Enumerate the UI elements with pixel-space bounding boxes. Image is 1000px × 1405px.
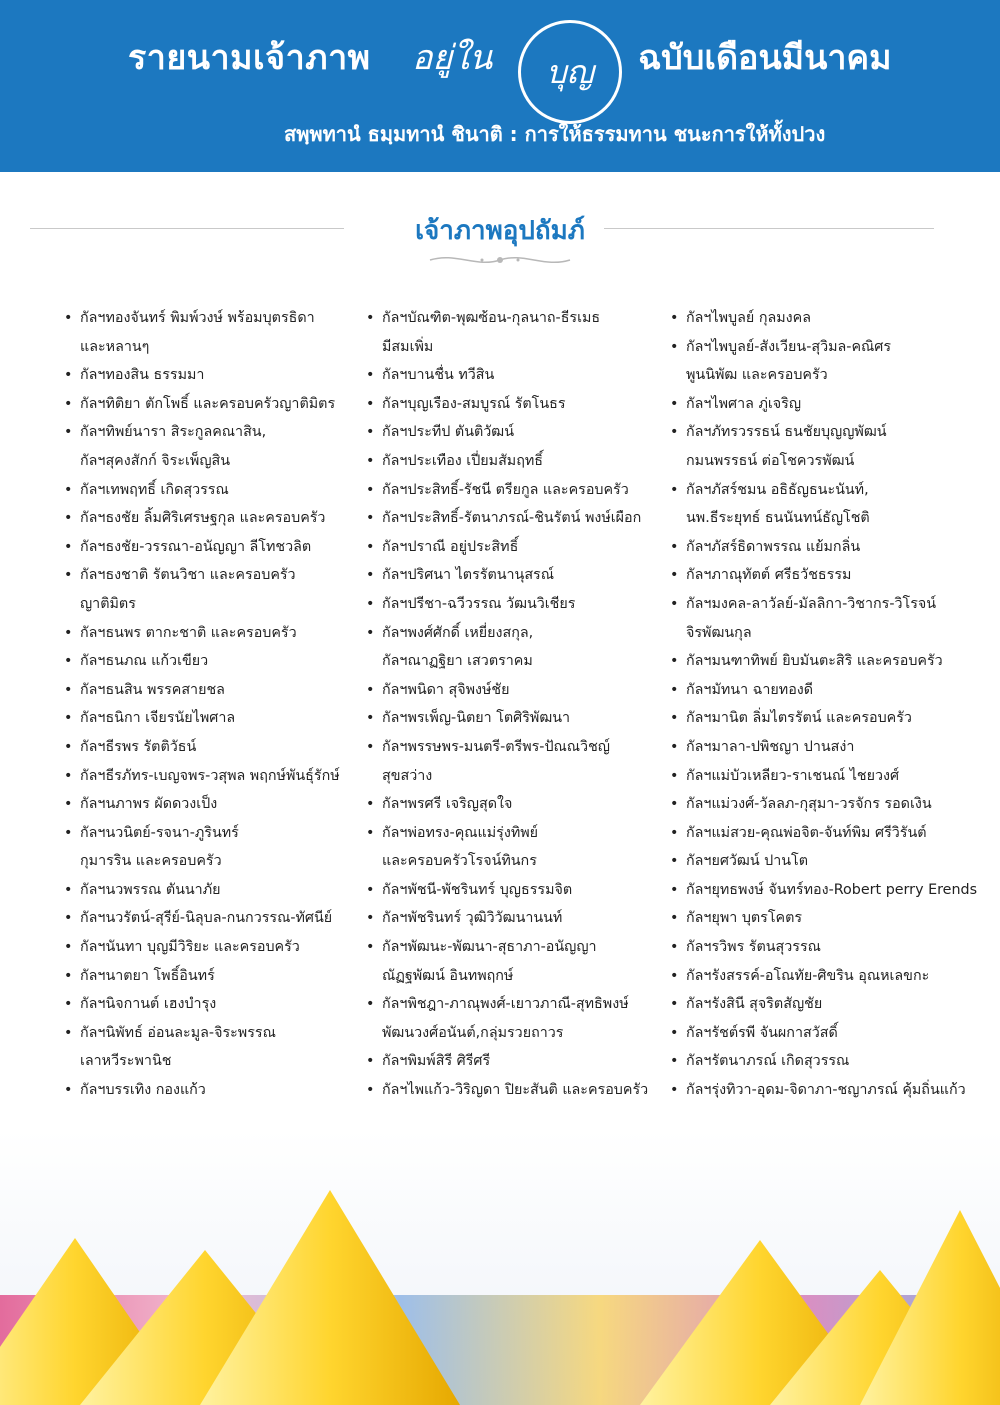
logo-circle-text: บุญ — [546, 53, 594, 91]
sponsor-item: • กัลฯธนพร ตากะชาติ และครอบครัว — [64, 619, 364, 648]
sponsor-item: • กัลฯธงชาติ รัตนวิชา และครอบครัว ญาติมิตร — [64, 561, 364, 618]
sponsor-item: • กัลฯภัสร์ชมน อธิธัญธนะนันท์, นพ.ธีระยุทธ์ ธนนันทน์ธัญโชติ — [670, 476, 980, 533]
sponsor-item: • กัลฯนวรัตน์-สุรีย์-นิลุบล-กนกวรรณ-ทัศนีย์ — [64, 904, 364, 933]
sponsor-item: • กัลฯพรเพ็ญ-นิตยา โตศิริพัฒนา — [366, 704, 666, 733]
sponsor-item: • กัลฯนันทา บุญมีวิริยะ และครอบครัว — [64, 933, 364, 962]
sponsor-item: • กัลฯนิพัทธ์ อ่อนละมูล-จิระพรรณ เลาหวีระพานิช — [64, 1019, 364, 1076]
ornament-icon — [426, 250, 574, 270]
sponsor-item: • กัลฯรัตนาภรณ์ เกิดสุวรรณ — [670, 1047, 980, 1076]
sponsor-item: • กัลฯไพบูลย์ กุลมงคล — [670, 304, 980, 333]
sponsor-item: • กัลฯประเทือง เปี่ยมสัมฤทธิ์ — [366, 447, 666, 476]
sponsor-item: • กัลฯธนิกา เจียรนัยไพศาล — [64, 704, 364, 733]
sponsor-item: • กัลฯพัชนี-พัชรินทร์ บุญธรรมจิต — [366, 876, 666, 905]
sponsor-item: • กัลฯธงชัย-วรรณา-อนัญญา ลีโทชวลิต — [64, 533, 364, 562]
sponsor-item: • กัลฯนวนิตย์-รจนา-ภูรินทร์ กุมารริน และครอบครัว — [64, 819, 364, 876]
sponsor-item: • กัลฯนาตยา โพธิ์อินทร์ — [64, 962, 364, 991]
sponsor-item: • กัลฯทิพย์นารา สิระกูลคณาสิน, กัลฯสุคงสักก์ จิระเพ็ญสิน — [64, 418, 364, 475]
sponsor-item: • กัลฯปราณี อยู่ประสิทธิ์ — [366, 533, 666, 562]
sponsor-item: • กัลฯไพบูลย์-สังเวียน-สุวิมล-คณิศร พูนนิพัฒ และครอบครัว — [670, 333, 980, 390]
sponsor-item: • กัลฯยุพา บุตรโคตร — [670, 904, 980, 933]
sponsor-item: • กัลฯประสิทธิ์-รัชนี ตรียกูล และครอบครัว — [366, 476, 666, 505]
sponsor-item: • กัลฯมานิต ลิ่มไตรรัตน์ และครอบครัว — [670, 704, 980, 733]
sponsor-column-2 — [366, 304, 666, 1105]
sponsor-item: • กัลฯนิจกานต์ เฮงบำรุง — [64, 990, 364, 1019]
header-subtitle: สพฺพทานํ ธมฺมทานํ ชินาติ : การให้ธรรมทาน ชนะการให้ทั้งปวง — [284, 122, 826, 146]
sponsor-item: • กัลฯพรศรี เจริญสุดใจ — [366, 790, 666, 819]
sponsor-item: • กัลฯบัณฑิต-พุฒซ้อน-กุลนาถ-ธีรเมธ มีสมเพิ่ม — [366, 304, 666, 361]
sponsor-item: • กัลฯธนภณ แก้วเขียว — [64, 647, 364, 676]
page-title: รายนามเจ้าภาพ — [128, 38, 371, 78]
sponsor-item: • กัลฯไพแก้ว-วิริญดา ปิยะสันติ และครอบครัว — [366, 1076, 666, 1105]
sponsor-item: • กัลฯพัชรินทร์ วุฒิวิวัฒนานนท์ — [366, 904, 666, 933]
sponsor-item: • กัลฯธีรพร รัตติวัธน์ — [64, 733, 364, 762]
logo-text: อยู่ใน — [412, 38, 493, 78]
sponsor-item: • กัลฯบานชื่น ทวีสิน — [366, 361, 666, 390]
sponsor-item: • กัลฯยศวัฒน์ ปานโต — [670, 847, 980, 876]
sponsor-item: • กัลฯพนิดา สุจิพงษ์ชัย — [366, 676, 666, 705]
sponsor-item: • กัลฯแม่สวย-คุณพ่อจิต-จันท์พิม ศรีวิรันต์ — [670, 819, 980, 848]
sponsor-item: • กัลฯพิมพ์สิรี ศิรีศรี — [366, 1047, 666, 1076]
sponsor-item: • กัลฯนภาพร ผัดดวงเป็ง — [64, 790, 364, 819]
sponsor-item: • กัลฯพงศ์ศักดิ์ เหยี่ยงสกุล, กัลฯณาฏฐิยา เสวตราคม — [366, 619, 666, 676]
sponsor-item: • กัลฯธีรภัทร-เบญจพร-วสุพล พฤกษ์พันธุ์รักษ์ — [64, 762, 364, 791]
sponsor-item: • กัลฯยุทธพงษ์ จันทร์ทอง-Robert perry Erends — [670, 876, 980, 905]
sponsor-item: • กัลฯไพศาล ภู่เจริญ — [670, 390, 980, 419]
sponsor-item: • กัลฯรัชต์รพี จันผกาสวัสดิ์ — [670, 1019, 980, 1048]
sponsor-item: • กัลฯพรรษพร-มนตรี-ตรีพร-ปัณณวิชญ์ สุขสว่าง — [366, 733, 666, 790]
sponsor-item: • กัลฯรุ่งทิวา-อุดม-จิดาภา-ชญาภรณ์ คุ้มถิ่นแก้ว — [670, 1076, 980, 1105]
sponsor-column-3 — [670, 304, 980, 1105]
sponsor-item: • กัลฯภัสร์ธิดาพรรณ แย้มกลิ่น — [670, 533, 980, 562]
sponsor-item: • กัลฯมนฑาทิพย์ ยิบมันตะสิริ และครอบครัว — [670, 647, 980, 676]
sponsor-item: • กัลฯแม่วงศ์-วัลลภ-กุสุมา-วรจักร รอดเงิน — [670, 790, 980, 819]
sponsor-item: • กัลฯทองสิน ธรรมมา — [64, 361, 364, 390]
sponsor-column-1 — [64, 304, 364, 1105]
sponsor-item: • กัลฯแม่บัวเหลียว-ราเชนณ์ ไชยวงศ์ — [670, 762, 980, 791]
sponsor-item: • กัลฯนวพรรณ ตันนาภัย — [64, 876, 364, 905]
sponsor-item: • กัลฯประสิทธิ์-รัตนาภรณ์-ชินรัตน์ พงษ์เผือก — [366, 504, 666, 533]
sponsor-item: • กัลฯปริศนา ไตรรัตนานุสรณ์ — [366, 561, 666, 590]
sponsor-item: • กัลฯรวิพร รัตนสุวรรณ — [670, 933, 980, 962]
header-banner — [0, 0, 1000, 172]
sponsor-item: • กัลฯบรรเทิง กองแก้ว — [64, 1076, 364, 1105]
sponsor-item: • กัลฯปรีชา-ฉวีวรรณ วัฒนวิเชียร — [366, 590, 666, 619]
sponsor-item: • กัลฯภาณุทัตต์ ศรีธวัชธรรม — [670, 561, 980, 590]
sponsor-item: • กัลฯมัทนา ฉายทองดี — [670, 676, 980, 705]
sponsor-item: • กัลฯทองจันทร์ พิมพ์วงษ์ พร้อมบุตรธิดา และหลานๆ — [64, 304, 364, 361]
sponsor-item: • กัลฯรังสินี สุจริตสัญชัย — [670, 990, 980, 1019]
sponsor-item: • กัลฯมงคล-ลาวัลย์-มัลลิกา-วิชากร-วิโรจน์ จิรพัฒนกุล — [670, 590, 980, 647]
sponsor-item: • กัลฯธนสิน พรรคสายชล — [64, 676, 364, 705]
section-title: เจ้าภาพอุปถัมภ์ — [415, 216, 585, 246]
sponsor-item: • กัลฯพิชฎา-ภาณุพงศ์-เยาวภาณี-สุทธิพงษ์ พัฒนวงศ์อนันต์,กลุ่มรวยถาวร — [366, 990, 666, 1047]
sponsor-item: • กัลฯเทพฤทธิ์ เกิดสุวรรณ — [64, 476, 364, 505]
sponsor-item: • กัลฯมาลา-ปพิชญา ปานสง่า — [670, 733, 980, 762]
sponsor-item: • กัลฯพ่อทรง-คุณแม่รุ่งทิพย์ และครอบครัวโรจน์ทินกร — [366, 819, 666, 876]
sponsor-item: • กัลฯพัฒนะ-พัฒนา-สุธาภา-อนัญญา ณัฏฐพัฒน์ อินทพฤกษ์ — [366, 933, 666, 990]
pyramid-scene-image — [0, 1130, 1000, 1405]
sponsor-item: • กัลฯรังสรรค์-อโณทัย-ศิขริน อุณหเลขกะ — [670, 962, 980, 991]
sponsor-item: • กัลฯบุญเรือง-สมบูรณ์ รัตโนธร — [366, 390, 666, 419]
issue-title: ฉบับเดือนมีนาคม — [638, 38, 892, 78]
logo-circle — [518, 20, 622, 124]
sponsor-item: • กัลฯทิติยา ตักโพธิ์ และครอบครัวญาติมิตร — [64, 390, 364, 419]
sponsor-item: • กัลฯธงชัย ลิ้มศิริเศรษฐกุล และครอบครัว — [64, 504, 364, 533]
sponsor-item: • กัลฯภัทรวรรธน์ ธนชัยบุญญพัฒน์ กมนพรรธน์ ต่อโชควรพัฒน์ — [670, 418, 980, 475]
sponsor-item: • กัลฯประทีป ตันติวัฒน์ — [366, 418, 666, 447]
